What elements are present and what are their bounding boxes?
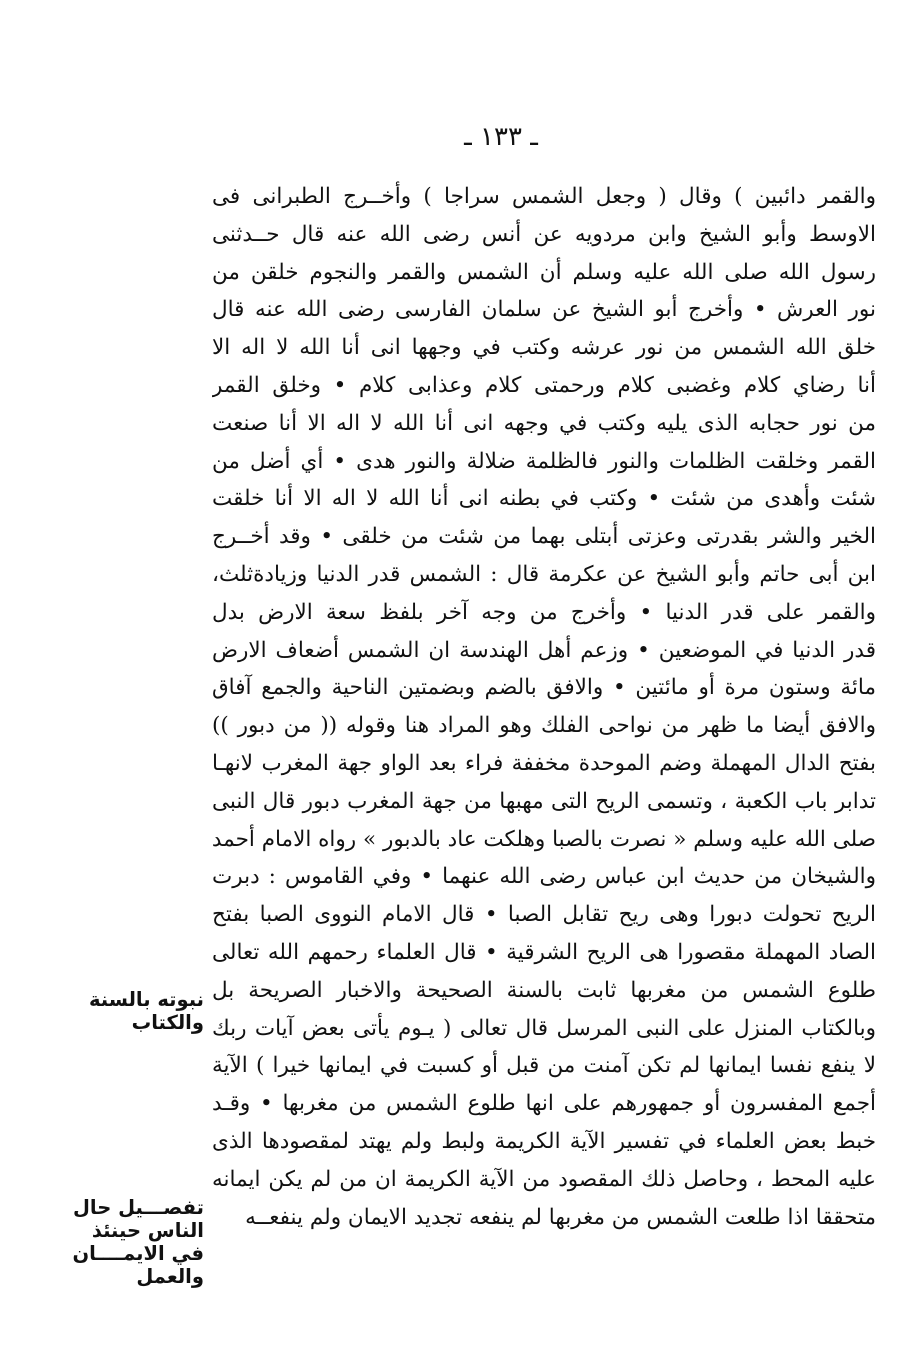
text-line: ابن أبى حاتم وأبو الشيخ عن عكرمة قال : الشمس قدر الدنيا وزيادةثلث، bbox=[212, 561, 876, 587]
text-line: بفتح الدال المهملة وضم الموحدة مخففة فراء بعد الواو جهة المغرب لانهـا bbox=[212, 750, 876, 776]
text-line: والقمر على قدر الدنيا • وأخرج من وجه آخر بلفظ سعة الارض بدل bbox=[212, 599, 876, 625]
margin-note-line: والكتاب bbox=[131, 1011, 204, 1034]
margin-note-line: نبوته بالسنة bbox=[88, 988, 204, 1011]
margin-note-line: الناس حينئذ bbox=[91, 1219, 204, 1242]
text-line: صلى الله عليه وسلم « نصرت بالصبا وهلكت عاد بالدبور » رواه الامام أحمد bbox=[212, 826, 876, 852]
margin-note-line: في الايمــــان bbox=[72, 1242, 204, 1265]
text-line: الصاد المهملة مقصورا هى الريح الشرقية • قال العلماء رحمهم الله تعالى bbox=[212, 939, 876, 965]
text-line: خلق الله الشمس من نور عرشه وكتب في وجهها انى أنا الله لا اله الا bbox=[212, 335, 876, 361]
text-line: تدابر باب الكعبة ، وتسمى الريح التى مهبها من جهة المغرب دبور قال النبى bbox=[212, 788, 876, 814]
text-line: الريح تحولت دبورا وهى ريح تقابل الصبا • قال الامام النووى الصبا بفتح bbox=[212, 902, 876, 928]
text-line: رسول الله صلى الله عليه وسلم أن الشمس والقمر والنجوم خلقن من bbox=[212, 259, 876, 285]
text-line: شئت وأهدى من شئت • وكتب في بطنه انى أنا الله لا اله الا أنا خلقت bbox=[212, 486, 876, 512]
text-line: لا ينفع نفسا ايمانها لم تكن آمنت من قبل أو كسبت في ايمانها خيرا ) الآية bbox=[212, 1053, 876, 1079]
text-line: طلوع الشمس من مغربها ثابت بالسنة الصحيحة والاخبار الصريحة بل bbox=[212, 977, 876, 1003]
text-line: أجمع المفسرون أو جمهورهم على انها طلوع الشمس من مغربها • وقـد bbox=[212, 1091, 876, 1117]
text-line: قدر الدنيا في الموضعين • وزعم أهل الهندسة ان الشمس أضعاف الارض bbox=[212, 637, 876, 663]
page-number: ـ ١٣٣ ـ bbox=[464, 122, 538, 152]
text-line: متحققا اذا طلعت الشمس من مغربها لم ينفعه تجديد الايمان ولم ينفعــه bbox=[245, 1204, 876, 1230]
margin-note-line: تفصـــيل حال bbox=[72, 1196, 204, 1219]
text-line: والشيخان من حديث ابن عباس رضى الله عنهما • وفي القاموس : دبرت bbox=[212, 864, 876, 890]
text-line: مائة وستون مرة أو مائتين • والافق بالضم وبضمتين الناحية والجمع آفاق bbox=[212, 675, 876, 701]
text-line: القمر وخلقت الظلمات والنور فالظلمة ضلالة والنور هدى • أي أضل من bbox=[212, 448, 876, 474]
text-line: خبط بعض العلماء في تفسير الآية الكريمة ولبط ولم يهتد لمقصودها الذى bbox=[212, 1128, 876, 1154]
text-line: وبالكتاب المنزل على النبى المرسل قال تعالى ( يـوم يأتى بعض آيات ربك bbox=[212, 1015, 876, 1041]
text-line: والافق أيضا ما ظهر من نواحى الفلك وهو المراد هنا وقوله (( من دبور )) bbox=[212, 713, 876, 739]
text-line: أنا رضاي كلام وغضبى كلام ورحمتى كلام وعذابى كلام • وخلق القمر bbox=[212, 372, 876, 398]
text-line: الخير والشر بقدرتى وعزتى أبتلى بهما من شئت من خلقى • وقد أخــرج bbox=[212, 524, 876, 550]
text-line: نور العرش • وأخرج أبو الشيخ عن سلمان الفارسى رضى الله عنه قال bbox=[212, 297, 876, 323]
text-line: عليه المحط ، وحاصل ذلك المقصود من الآية الكريمة ان من لم يكن ايمانه bbox=[212, 1166, 876, 1192]
text-line: والقمر دائبين ) وقال ( وجعل الشمس سراجا ) وأخــرج الطبرانى فى bbox=[212, 184, 876, 209]
margin-note-prophethood bbox=[50, 988, 204, 1034]
body-text bbox=[212, 178, 876, 1236]
margin-note-line: والعمل bbox=[136, 1265, 204, 1288]
margin-note-people-state bbox=[50, 1196, 204, 1288]
text-line: من نور حجابه الذى يليه وكتب في وجهه انى أنا الله لا اله الا أنا صنعت bbox=[212, 410, 876, 436]
text-line: الاوسط وأبو الشيخ وابن مردويه عن أنس رضى الله عنه قال حــدثنى bbox=[212, 221, 876, 247]
